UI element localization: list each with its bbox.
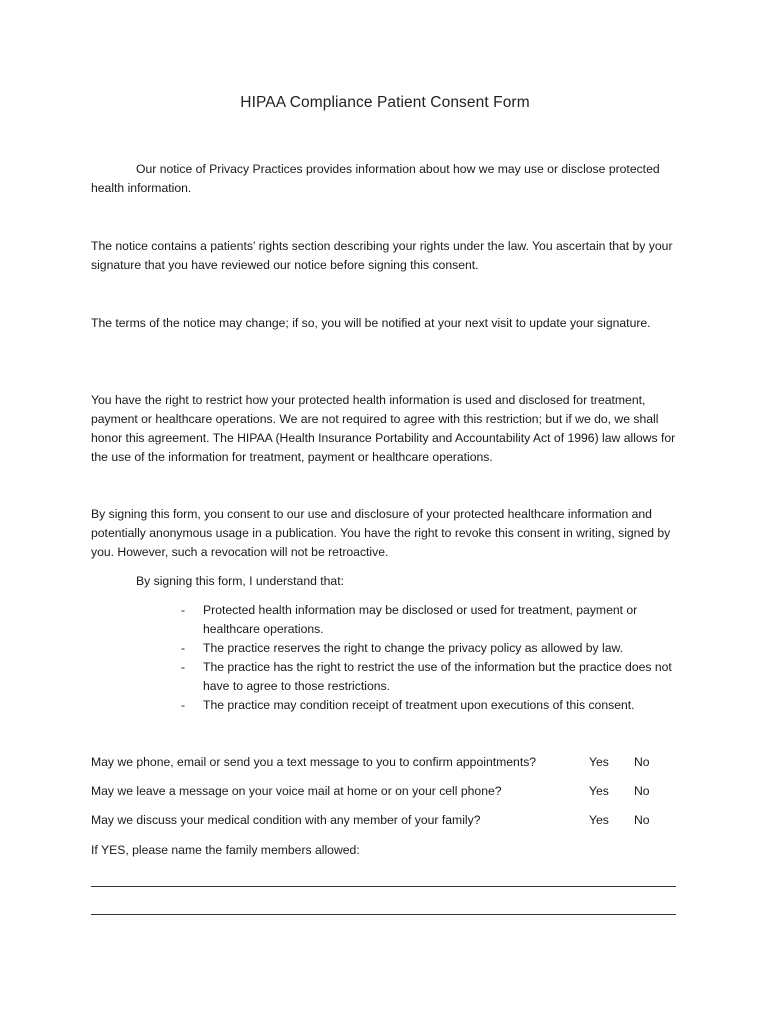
yes-option[interactable]: Yes (589, 813, 609, 827)
list-item-text: Protected health information may be disclosed or used for treatment, payment or healthcare operations. (203, 603, 638, 636)
understanding-list (178, 601, 688, 715)
restriction-rights-paragraph: You have the right to restrict how your protected health information is used and disclosed for treatment, payment or healthcare operations. We are not required to agree with this restriction; but if we do, we shall honor this agreement. The HIPAA (Health Insurance Portability and Accountability Act of 1996) law allows for the use of the information for treatment, payment or healthcare operations. (91, 393, 676, 464)
consent-paragraph: By signing this form, you consent to our use and disclosure of your protected healthcare information and potentially anonymous usage in a publication. You have the right to revoke this consent in writing, signed by you. However, such a revocation will not be retroactive. (91, 507, 671, 559)
question-row-appointments (91, 753, 691, 772)
list-item (178, 658, 688, 696)
family-members-prompt: If YES, please name the family members allowed: (91, 843, 360, 857)
family-members-line[interactable] (91, 914, 676, 915)
patient-rights-paragraph: The notice contains a patients’ rights section describing your rights under the law. You ascertain that by your signature that you have reviewed our notice before signing this consent. (91, 239, 673, 272)
list-item (178, 639, 688, 658)
form-title: HIPAA Compliance Patient Consent Form (240, 94, 530, 111)
list-item (178, 696, 688, 715)
notice-terms-paragraph: The terms of the notice may change; if so, you will be notified at your next visit to update your signature. (91, 316, 651, 330)
question-text: May we discuss your medical condition with any member of your family? (91, 813, 481, 827)
list-item-text: The practice has the right to restrict the use of the information but the practice does not have to agree to those restrictions. (203, 660, 672, 693)
no-option[interactable]: No (634, 784, 650, 798)
no-option[interactable]: No (634, 755, 650, 769)
list-item-text: The practice may condition receipt of treatment upon executions of this consent. (203, 698, 635, 712)
family-members-line[interactable] (91, 886, 676, 887)
question-row-family (91, 811, 691, 830)
bullet-dash: - (181, 660, 186, 674)
question-row-voicemail (91, 782, 691, 801)
list-item (178, 601, 688, 639)
bullet-dash: - (181, 641, 186, 655)
list-item-text: The practice reserves the right to change the privacy policy as allowed by law. (203, 641, 624, 655)
no-option[interactable]: No (634, 813, 650, 827)
bullet-dash: - (181, 603, 186, 617)
bullet-dash: - (181, 698, 186, 712)
question-text: May we leave a message on your voice mail at home or on your cell phone? (91, 784, 502, 798)
privacy-notice-paragraph: Our notice of Privacy Practices provides information about how we may use or disclose protected health information. (91, 162, 660, 195)
yes-option[interactable]: Yes (589, 755, 609, 769)
understand-intro: By signing this form, I understand that: (136, 574, 344, 588)
yes-option[interactable]: Yes (589, 784, 609, 798)
question-text: May we phone, email or send you a text message to you to confirm appointments? (91, 755, 537, 769)
